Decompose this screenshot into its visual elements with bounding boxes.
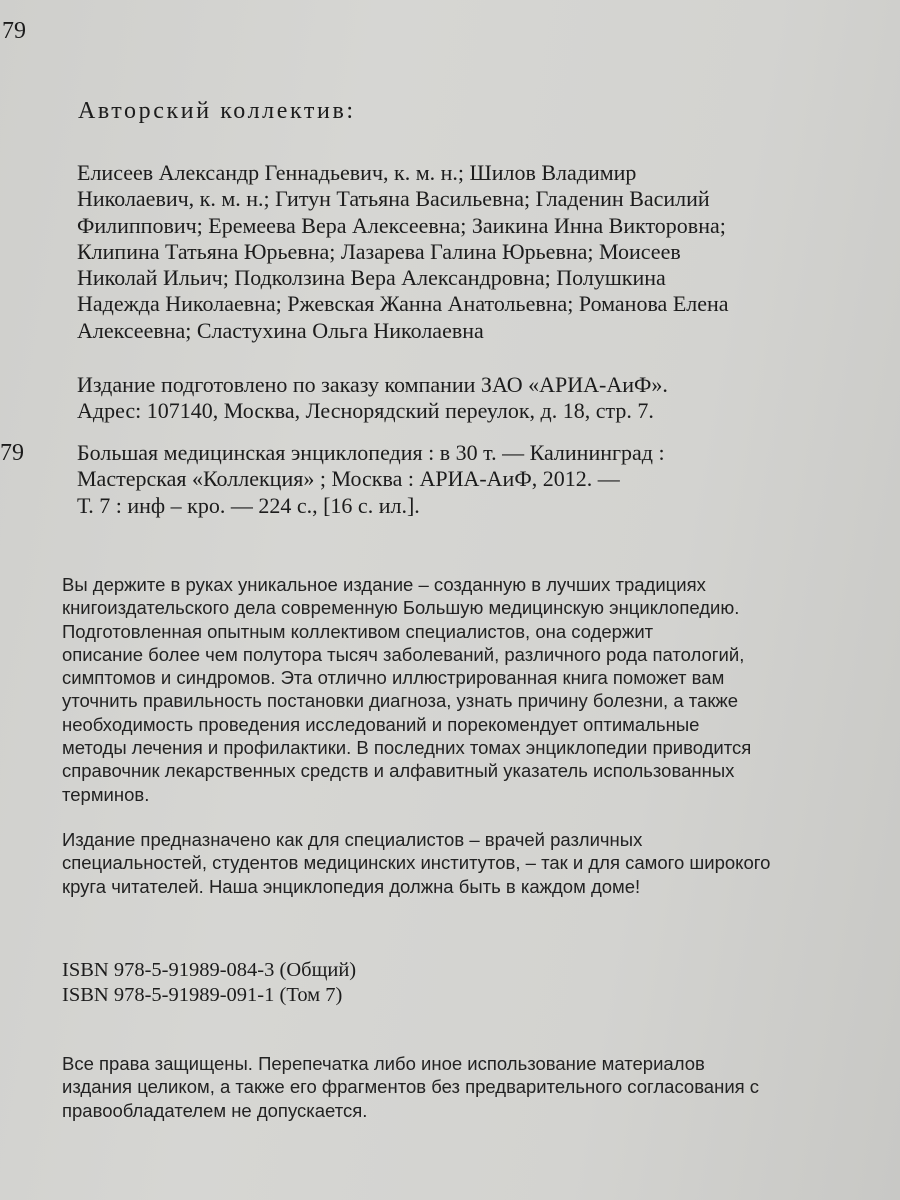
bibliographic-record: [77, 440, 837, 519]
biblio-line: Мастерская «Коллекция» ; Москва : АРИА-АиФ, 2012. —: [77, 466, 620, 492]
authors-line: Клипина Татьяна Юрьевна; Лазарева Галина Юрьевна; Моисеев: [77, 238, 681, 264]
authors-line: Алексеевна; Сластухина Ольга Николаевна: [77, 317, 484, 343]
annotation-line: симптомов и синдромов. Эта отлично иллюстрированная книга поможет вам: [62, 667, 725, 689]
rights-line: издания целиком, а также его фрагментов без предварительного согласования с: [62, 1076, 760, 1098]
annotation-line: необходимость проведения исследований и порекомендует оптимальные: [62, 713, 700, 735]
isbn-volume: ISBN 978-5-91989-091-1 (Том 7): [62, 984, 343, 1006]
rights-line: Все права защищены. Перепечатка либо иное использование материалов: [62, 1053, 705, 1074]
annotation-line: описание более чем полутора тысяч заболеваний, различного рода патологий,: [62, 643, 745, 665]
authors-line: Николай Ильич; Подколзина Вера Александровна; Полушкина: [77, 265, 666, 291]
udk-code-mid: 79: [0, 440, 24, 466]
biblio-line: Т. 7 : инф – кро. — 224 с., [16 с. ил.].: [77, 492, 420, 518]
annotation-line: Издание предназначено как для специалистов – врачей различных: [62, 829, 643, 850]
rights-line: правообладателем не допускается.: [62, 1099, 368, 1121]
authors-list: [77, 160, 822, 344]
annotation-line: специальностей, студентов медицинских институтов, – так и для самого широкого: [62, 852, 771, 874]
annotation-line: справочник лекарственных средств и алфавитный указатель использованных: [62, 760, 735, 782]
address-line: Адрес: 107140, Москва, Леснорядский переулок, д. 18, стр. 7.: [77, 398, 654, 424]
annotation-line: Вы держите в руках уникальное издание – созданную в лучших традициях: [62, 574, 706, 595]
annotation-line: Подготовленная опытным коллективом специалистов, она содержит: [62, 620, 654, 642]
annotation-line: уточнить правильность постановки диагноза, узнать причину болезни, а также: [62, 690, 739, 712]
annotation-line: методы лечения и профилактики. В последних томах энциклопедии приводится: [62, 737, 752, 759]
biblio-line: Большая медицинская энциклопедия : в 30 т. — Калининград :: [77, 440, 665, 465]
authors-line: Надежда Николаевна; Ржевская Жанна Анатольевна; Романова Елена: [77, 291, 729, 317]
order-line: Издание подготовлено по заказу компании ЗАО «АРИА-АиФ».: [77, 372, 668, 397]
publisher-order-info: [77, 372, 837, 425]
authors-line: Филиппович; Еремеева Вера Алексеевна; Заикина Инна Викторовна;: [77, 212, 726, 238]
annotation-line: круга читателей. Наша энциклопедия должна быть в каждом доме!: [62, 875, 641, 897]
collective-title: Авторский коллектив:: [78, 98, 356, 124]
authors-line: Елисеев Александр Геннадьевич, к. м. н.; Шилов Владимир: [77, 160, 637, 185]
copyright-notice: [62, 1052, 842, 1122]
annotation-line: терминов.: [62, 783, 150, 805]
annotation-paragraph-1: [62, 573, 822, 806]
udk-code-top: 79: [2, 18, 26, 44]
authors-line: Николаевич, к. м. н.; Гитун Татьяна Васильевна; Гладенин Василий: [77, 186, 710, 212]
annotation-line: книгоиздательского дела современную Большую медицинскую энциклопедию.: [62, 597, 740, 619]
isbn-general: ISBN 978-5-91989-084-3 (Общий): [62, 959, 357, 981]
annotation-paragraph-2: [62, 828, 822, 898]
